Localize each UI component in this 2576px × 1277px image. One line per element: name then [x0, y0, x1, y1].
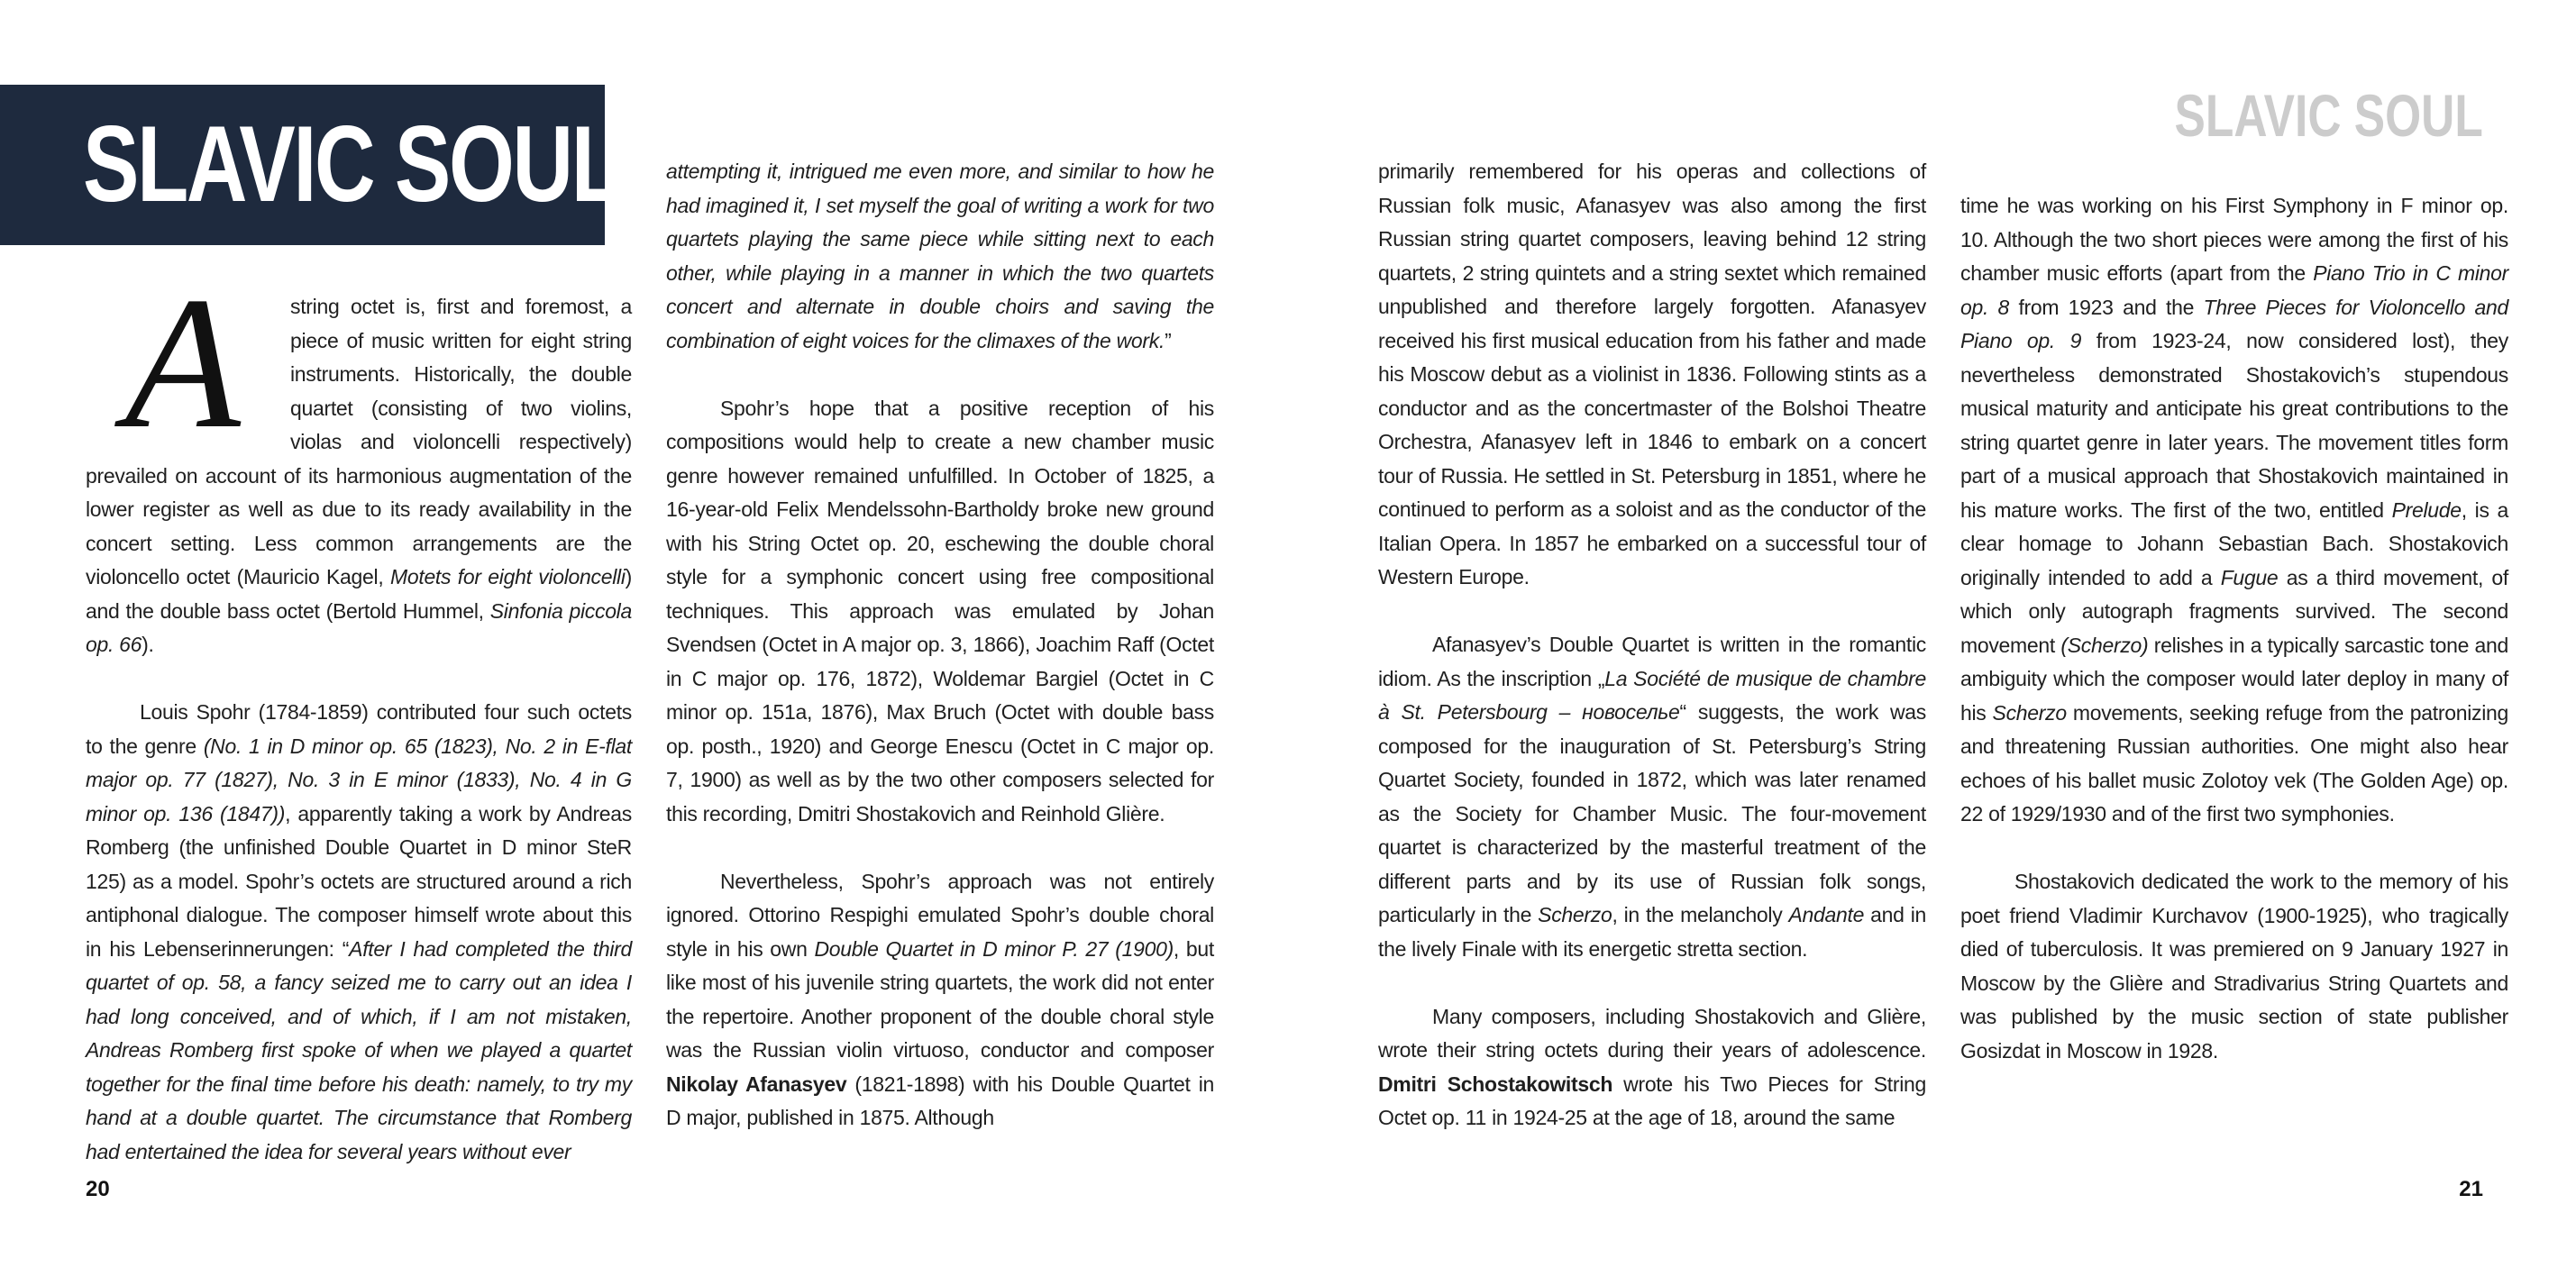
italic-text: Sinfonia piccola op. 66 — [86, 598, 632, 656]
text-run: ) and the double bass octet (Bertold Hummel, — [86, 565, 632, 623]
italic-text: La Société de musique de chambre à St. Petersbourg – новоселье — [1378, 666, 1926, 724]
text-run: Afanasyev’s Double Quartet is written in the romantic idiom. As the inscription „ — [1378, 633, 1926, 690]
text-column-2 — [666, 155, 1214, 1136]
text-run: Nevertheless, Spohr’s approach was not entirely ignored. Ottorino Respighi emulated Spohr’s double choral style in his own — [666, 869, 1214, 961]
text-run: relishes in a typically sarcastic tone and ambiguity which the composer would later deploy in many of his — [1960, 633, 2508, 725]
title-banner — [0, 85, 621, 245]
text-run: ” — [1165, 328, 1172, 352]
page-title: SLAVIC SOUL — [83, 104, 621, 224]
text-run: time he was working on his First Symphony in F minor op. 10. Although the two short pieces were among the first of his chamber music efforts (apart from the — [1960, 194, 2508, 285]
text-run: , apparently taking a work by Andreas Romberg (the unfinished Double Quartet in D minor SteR 125) as a model. Spohr’s octets are structured around a rich antiphonal dialogue. The composer himself wrote about this in his Lebenserinnerungen: “ — [86, 801, 632, 961]
text-run: Spohr’s hope that a positive reception of his compositions would help to create a new chamber music genre however remained unfulfilled. In October of 1825, a 16-year-old Felix Mendelssohn-Bartholdy broke new ground with his String Octet op. 20, eschewing the double choral style for a symphonic concert using free compositional techniques. This approach was emulated by Johan Svendsen (Octet in A major op. 3, 1866), Joachim Raff (Octet in C major op. 176, 1872), Woldemar Bargiel (Octet in C minor op. 151a, 1876), Max Bruch (Octet with double bass op. posth., 1920) and George Enescu (Octet in C major op. 7, 1900) as well as by the two other composers selected for this recording, Dmitri Shostakovich and Reinhold Glière. — [666, 396, 1214, 825]
italic-text: Prelude — [2391, 497, 2462, 522]
italic-text: Double Quartet in D minor P. 27 (1900) — [814, 936, 1174, 961]
italic-text: Andante — [1788, 903, 1865, 926]
drop-cap-letter: A — [124, 259, 241, 468]
page-number: 20 — [86, 1177, 110, 1201]
text-run: and in the lively Finale with its energetic stretta section. — [1378, 903, 1926, 961]
text-run: Shostakovich dedicated the work to the memory of his poet friend Vladimir Kurchavov (1900-1925), who tragically died of tuberculosis. It was premiered on 9 January 1927 in Moscow by the Glière and Stradivarius String Quartets and was published by the music section of state publisher Gosizdat in Moscow in 1928. — [1960, 870, 2508, 1063]
paragraph — [666, 392, 1214, 832]
text-run: Many composers, including Shostakovich and Glière, wrote their string octets during their years of adolescence. — [1378, 1004, 1926, 1062]
italic-text: Piano Trio in C minor op. 8 — [1960, 261, 2508, 319]
paragraph — [86, 696, 632, 1169]
bold-name: Dmitri Schostakowitsch — [1378, 1072, 1613, 1096]
text-run: “ suggests, the work was composed for the inauguration of St. Petersburg’s String Quartet Society, founded in 1872, which was later renamed as the Society for Chamber Music. The four-movement quartet is characterized by the masterful treatment of the different parts and by its use of Russian folk songs, particularly in the — [1378, 700, 1926, 926]
italic-text: (Scherzo) — [2060, 633, 2149, 657]
paragraph — [1378, 155, 1926, 595]
text-run: , is a clear homage to Johann Sebastian Bach. Shostakovich originally intended to add a — [1960, 497, 2508, 589]
italic-text: Scherzo — [1538, 903, 1612, 926]
text-run: from 1923 and the — [2009, 295, 2204, 319]
paragraph — [666, 155, 1214, 358]
text-column-4 — [1960, 189, 2508, 1068]
italic-text: Fugue — [2220, 565, 2279, 589]
text-run: primarily remembered for his operas and collections of Russian folk music, Afanasyev was also among the first Russian string quartet composers, leaving behind 12 string quartets, 2 string quintets and a string sextet which remained unpublished and therefore largely forgotten. Afanasyev received his first musical education from his father and made his Moscow debut as a violinist in 1836. Following stints as a conductor and as the concertmaster of the Bolshoi Theatre Orchestra, Afanasyev left in 1846 to embark on a concert tour of Russia. He settled in St. Petersburg in 1851, where he continued to perform as a soloist and as the conductor of the Italian Opera. In 1857 he embarked on a successful tour of Western Europe. — [1378, 160, 1926, 588]
italic-text: After I had completed the third quartet of op. 58, a fancy seized me to carry out an idea I had long conceived, and of which, if I am not mistaken, Andreas Romberg first spoke of when we played a quartet together for the final time before his death: namely, to try my hand at a double quartet. The circumstance that Romberg had entertained the idea for several years without ever — [86, 936, 632, 1163]
paragraph — [1960, 865, 2508, 1068]
italic-text: (No. 1 in D minor op. 65 (1823), No. 2 in E-flat major op. 77 (1827), No. 3 in E minor (1833), No. 4 in G minor op. 136 (1847)) — [86, 734, 632, 825]
italic-text: Scherzo — [1992, 700, 2067, 725]
italic-text: Three Pieces for Violoncello and Piano op. 9 — [1960, 295, 2509, 352]
text-column-1 — [86, 259, 632, 1169]
text-run: (1821-1898) with his Double Quartet in D major, published in 1875. Although — [666, 1072, 1214, 1129]
right-page — [1288, 0, 2576, 1277]
text-run: wrote his Two Pieces for String Octet op. 11 in 1924-25 at the age of 18, around the same — [1378, 1072, 1926, 1129]
text-run: , but like most of his juvenile string quartets, the work did not enter the repertoire. Another proponent of the double choral style was the Russian violin virtuoso, conductor and composer — [666, 936, 1214, 1062]
paragraph — [1960, 189, 2508, 832]
page-number: 21 — [2459, 1177, 2483, 1201]
italic-text: attempting it, intrigued me even more, and similar to how he had imagined it, I set myself the goal of writing a work for two quartets playing the same piece while sitting next to each other, while playing in a manner in which the two quartets concert and alternate in double choirs and saving the combination of eight voices for the climaxes of the work. — [666, 160, 1214, 352]
italic-text: Motets for eight violoncelli — [390, 565, 626, 588]
bold-name: Nikolay Afanasyev — [666, 1072, 847, 1096]
text-run: movements, seeking refuge from the patronizing and threatening Russian authorities. One might also hear echoes of his ballet music Zolotoy vek (The Golden Age) op. 22 of 1929/1930 and of the first two symphonies. — [1960, 700, 2508, 825]
text-run: Louis Spohr (1784-1859) contributed four such octets to the genre — [86, 700, 632, 758]
text-run: , in the melancholy — [1612, 903, 1789, 926]
paragraph — [666, 865, 1214, 1136]
paragraph — [1378, 628, 1926, 966]
text-run: ). — [142, 633, 154, 656]
text-run: string octet is, first and foremost, a piece of music written for eight string instruments. Historically, the double quartet (consisting of two violins, violas and violoncelli respectively) prevailed on account of its harmonious augmentation of the lower register as well as due to its ready availability in the concert setting. Less common arrangements are the violoncello octet (Mauricio Kagel, — [86, 295, 632, 588]
text-run: from 1923-24, now considered lost), they nevertheless demonstrated Shostakovich’s stupendous musical maturity and anticipate his great contributions to the string quartet genre in later years. The movement titles form part of a musical approach that Shostakovich maintained in his mature works. The first of the two, entitled — [1960, 329, 2508, 522]
paragraph — [1378, 1000, 1926, 1136]
text-column-3 — [1378, 155, 1926, 1136]
running-title: SLAVIC SOUL — [2174, 82, 2483, 149]
text-run: as a third movement, of which only autograph fragments survived. The second movement — [1960, 565, 2508, 657]
